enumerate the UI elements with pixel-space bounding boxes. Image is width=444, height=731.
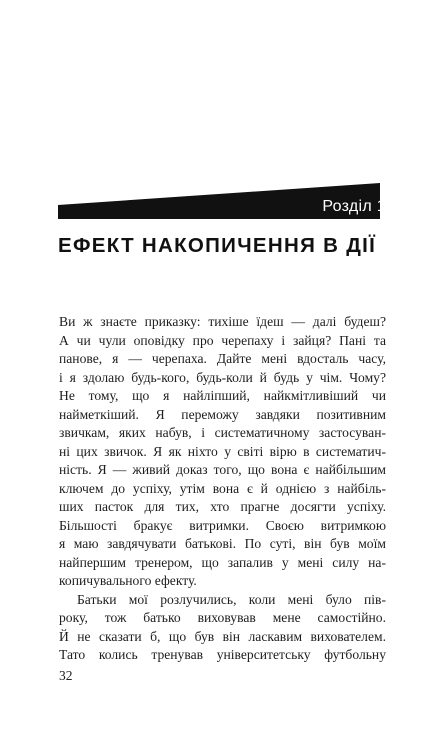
body-line: найпершим тренером, що запалив у мені силу на- — [59, 554, 386, 570]
body-line: ших пасток для тих, хто прагне досягти успіху. — [59, 499, 386, 514]
chapter-title: ЕФЕКТ НАКОПИЧЕННЯ В ДІЇ — [58, 234, 377, 257]
body-line: я маю завдячувати батькові. По суті, він був моїм — [59, 536, 386, 551]
body-line: панове, я — черепаха. Дайте мені вдосталь часу, — [59, 351, 386, 366]
body-line: А чи чули оповідку про черепаху і зайця? Пані та — [59, 332, 386, 348]
body-line: Більшості бракує витримки. Своєю витримкою — [59, 517, 386, 533]
body-line: Батьки мої розлучились, коли мені було пів- — [77, 591, 386, 607]
body-line: звичкам, яких набув, і систематичному застосуван- — [59, 425, 386, 440]
body-line: Тато колись тренував університетську футбольну — [59, 647, 386, 662]
body-line: копичувального ефекту. — [59, 573, 197, 588]
body-line: і я здолаю будь-кого, будь-коли й будь у чім. Чому? — [59, 369, 386, 385]
body-line: найметкіший. Я переможу завдяки позитивним — [59, 406, 386, 422]
body-line: Не тому, що я найліпший, найкмітливіший чи — [59, 388, 386, 403]
body-line: Й не сказати б, що був він ласкавим вихователем. — [59, 628, 386, 644]
chapter-label: Розділ 1 — [322, 198, 386, 215]
body-line: ключем до успіху, утім вона є й однією з найбіль- — [59, 480, 386, 496]
page-number: 32 — [59, 668, 73, 683]
chapter-banner — [0, 0, 444, 260]
body-text — [59, 313, 386, 665]
body-line: ні цих звичок. Я як ніхто у світі вірю в систематич- — [59, 443, 386, 459]
body-line: року, тож батько виховував мене самостійно. — [59, 610, 386, 625]
body-line: Ви ж знаєте приказку: тихіше їдеш — далі будеш? — [59, 314, 386, 329]
body-line: ність. Я — живий доказ того, що вона є найбільшим — [59, 462, 386, 477]
